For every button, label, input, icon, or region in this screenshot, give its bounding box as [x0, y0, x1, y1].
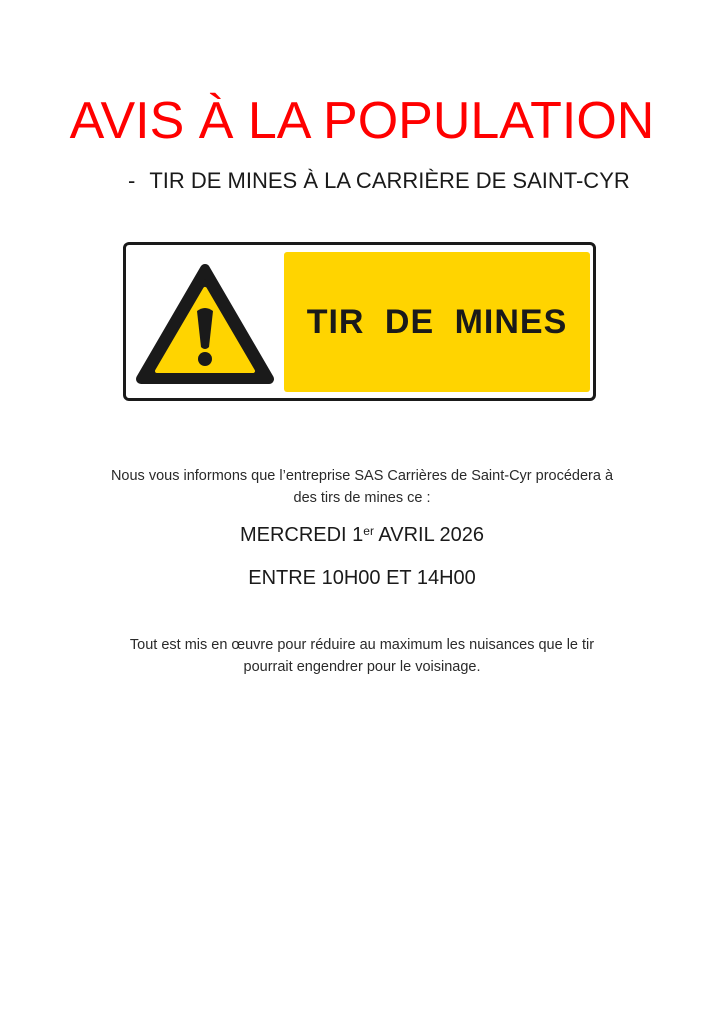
blasting-warning-sign — [123, 242, 596, 401]
notice-title: AVIS À LA POPULATION — [69, 92, 655, 150]
notice-subtitle — [128, 166, 630, 196]
date-suffix: er — [363, 524, 374, 538]
subtitle-text: TIR DE MINES À LA CARRIÈRE DE SAINT-CYR — [149, 168, 630, 193]
closing-paragraph — [0, 634, 724, 678]
closing-line-1: Tout est mis en œuvre pour réduire au maximum les nuisances que le tir — [129, 637, 595, 653]
date-month-year: AVRIL 2026 — [373, 524, 485, 546]
subtitle-dash: - — [128, 168, 136, 193]
date-day: MERCREDI 1 — [239, 524, 364, 546]
warning-triangle-icon — [133, 259, 277, 389]
blasting-time-range: ENTRE 10H00 ET 14H00 — [248, 567, 476, 589]
sign-text: TIR DE MINES — [306, 302, 568, 341]
intro-line-1: Nous vous informons que l’entreprise SAS Carrières de Saint-Cyr procédera à — [110, 468, 614, 484]
intro-line-2: des tirs de mines ce : — [293, 490, 431, 506]
closing-line-2: pourrait engendrer pour le voisinage. — [243, 659, 481, 675]
sign-panel — [284, 252, 590, 392]
intro-paragraph — [0, 465, 724, 509]
blasting-date — [0, 521, 724, 549]
